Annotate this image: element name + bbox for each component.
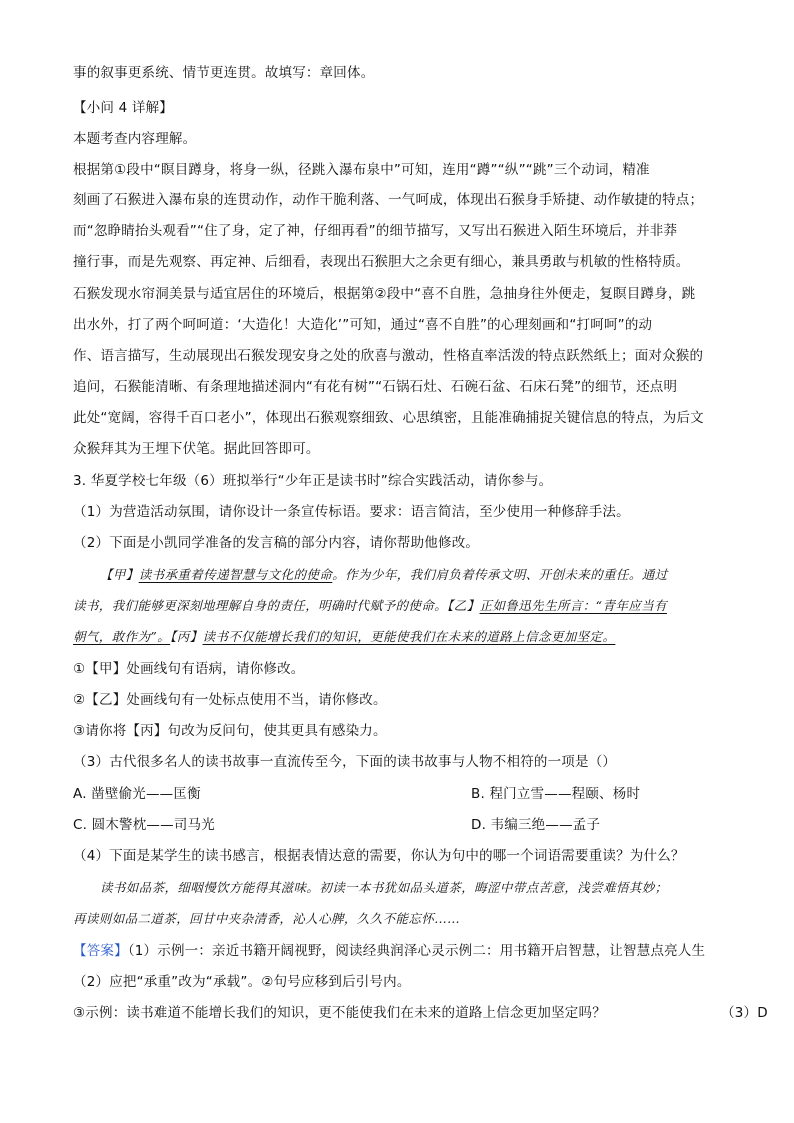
analysis-text-line: 而“忽睁睛抬头观看”“住了身，定了神，仔细再看”的细节描写，又写出石猴进入陌生环境后，并非莽 <box>73 223 678 239</box>
analysis-text-line: 事的叙事更系统、情节更连贯。故填写：章回体。 <box>73 65 375 81</box>
analysis-text-line: 刻画了石猴进入瀑布泉的连贯动作，动作干脆利落、一气呵成，体现出石猴身手矫捷、动作敏捷的特点； <box>73 192 704 208</box>
analysis-text-line: 追问，石猴能清晰、有条理地描述洞内“有花有树”“石锅石灶、石碗石盆、石床石凳”的细节，还点明 <box>73 379 678 395</box>
question-3-stem: 3. 华夏学校七年级（6）班拟举行“少年正是读书时”综合实践活动，请你参与。 <box>73 473 553 489</box>
underlined-sentence-yi-end: 朝气，敢作为”。 <box>73 629 171 644</box>
options-row <box>73 784 723 804</box>
question-3-part-4: （4）下面是某学生的读书感言，根据表情达意的需要，你认为句中的哪一个词语需要重读？为什么？ <box>73 848 685 864</box>
subtask-3: ③请你将【丙】句改为反问句，使其更具有感染力。 <box>73 723 387 739</box>
reading-quote-line: 再读则如品二道茶，回甘中夹杂清香，沁人心脾，久久不能忘怀…… <box>73 911 461 926</box>
speech-draft-line <box>100 565 750 585</box>
speech-draft-line <box>73 596 723 616</box>
option-c: C. 圆木警枕——司马光 <box>73 817 215 833</box>
marker-bing: 【丙】 <box>170 629 203 644</box>
option-d: D. 韦编三绝——孟子 <box>471 817 601 833</box>
analysis-text-line: 众猴拜其为王埋下伏笔。据此回答即可。 <box>73 441 320 457</box>
option-b: B. 程门立雪——程颐、杨时 <box>471 786 641 802</box>
speech-text: 。作为少年，我们肩负着传承文明、开创未来的重任。通过 <box>332 567 668 582</box>
answer-line: （2）应把“承重”改为“承载”。②句号应移到后引号内。 <box>73 974 411 990</box>
analysis-text-line: 出水外，打了两个呵呵道：‘大造化！大造化’”可知，通过“喜不自胜”的心理刻画和“打呵呵”的动 <box>73 317 653 333</box>
analysis-text-line: 此处“宽阔，容得千百口老小”，体现出石猴观察细致、心思缜密，且能准确捕捉关键信息的特点，为后文 <box>73 410 704 426</box>
answer-text: （1）示例一：亲近书籍开阔视野，阅读经典润泽心灵示例二：用书籍开启智慧，让智慧点亮人生 <box>127 943 706 959</box>
analysis-text-line: 撞行事，而是先观察、再定神、后细看，表现出石猴胆大之余更有细心，兼具勇敢与机敏的性格特质。 <box>73 254 690 270</box>
question-3-part-1: （1）为营造活动氛围，请你设计一条宣传标语。要求：语言简洁，至少使用一种修辞手法。 <box>73 504 630 520</box>
answer-3: （3）D <box>721 1005 768 1021</box>
answer-line <box>73 1003 768 1023</box>
answer-text: ③示例：读书难道不能增长我们的知识，更不能使我们在未来的道路上信念更加坚定吗？ <box>73 1005 606 1021</box>
underlined-sentence-jia: 读书承重着传递智慧与文化的使命 <box>138 567 333 582</box>
underlined-sentence-yi: 正如鲁迅先生所言：“青年应当有 <box>479 598 667 613</box>
analysis-text-line: 作、语言描写，生动展现出石猴发现安身之处的欣喜与激动，性格直率活泼的特点跃然纸上；面对众猴的 <box>73 348 704 364</box>
subquestion-heading: 【小问 4 详解】 <box>73 100 173 116</box>
option-a: A. 凿壁偷光——匡衡 <box>73 786 201 802</box>
subtask-1: ①【甲】处画线句有语病，请你修改。 <box>73 661 305 677</box>
question-3-part-2: （2）下面是小凯同学准备的发言稿的部分内容，请你帮助他修改。 <box>73 535 480 551</box>
analysis-text-line: 根据第①段中“瞑目蹲身，将身一纵，径跳入瀑布泉中”可知，连用“蹲”“纵”“跳”三个动词，精准 <box>73 162 650 178</box>
answer-tag: 【答案】 <box>73 943 128 959</box>
speech-text: 读书，我们能够更深刻地理解自身的责任，明确时代赋予的使命。【乙】 <box>73 598 480 613</box>
analysis-text-line: 石猴发现水帘洞美景与适宜居住的环境后，根据第②段中“喜不自胜，急抽身往外便走，复瞑目蹲身，跳 <box>73 286 696 302</box>
analysis-text-line: 本题考查内容理解。 <box>73 131 197 147</box>
speech-draft-line <box>73 627 723 647</box>
answer-line <box>73 941 723 961</box>
reading-quote-line: 读书如品茶，细咽慢饮方能得其滋味。初读一本书犹如品头道茶，晦涩中带点苦意，浅尝难悟其妙； <box>100 880 668 895</box>
subtask-2: ②【乙】处画线句有一处标点使用不当，请你修改。 <box>73 692 387 708</box>
question-3-part-3: （3）古代很多名人的读书故事一直流传至今，下面的读书故事与人物不相符的一项是（） <box>73 754 617 770</box>
underlined-sentence-bing: 读书不仅能增长我们的知识，更能使我们在未来的道路上信念更加坚定。 <box>202 629 616 644</box>
marker-jia: 【甲】 <box>100 567 139 582</box>
options-row <box>73 815 723 835</box>
